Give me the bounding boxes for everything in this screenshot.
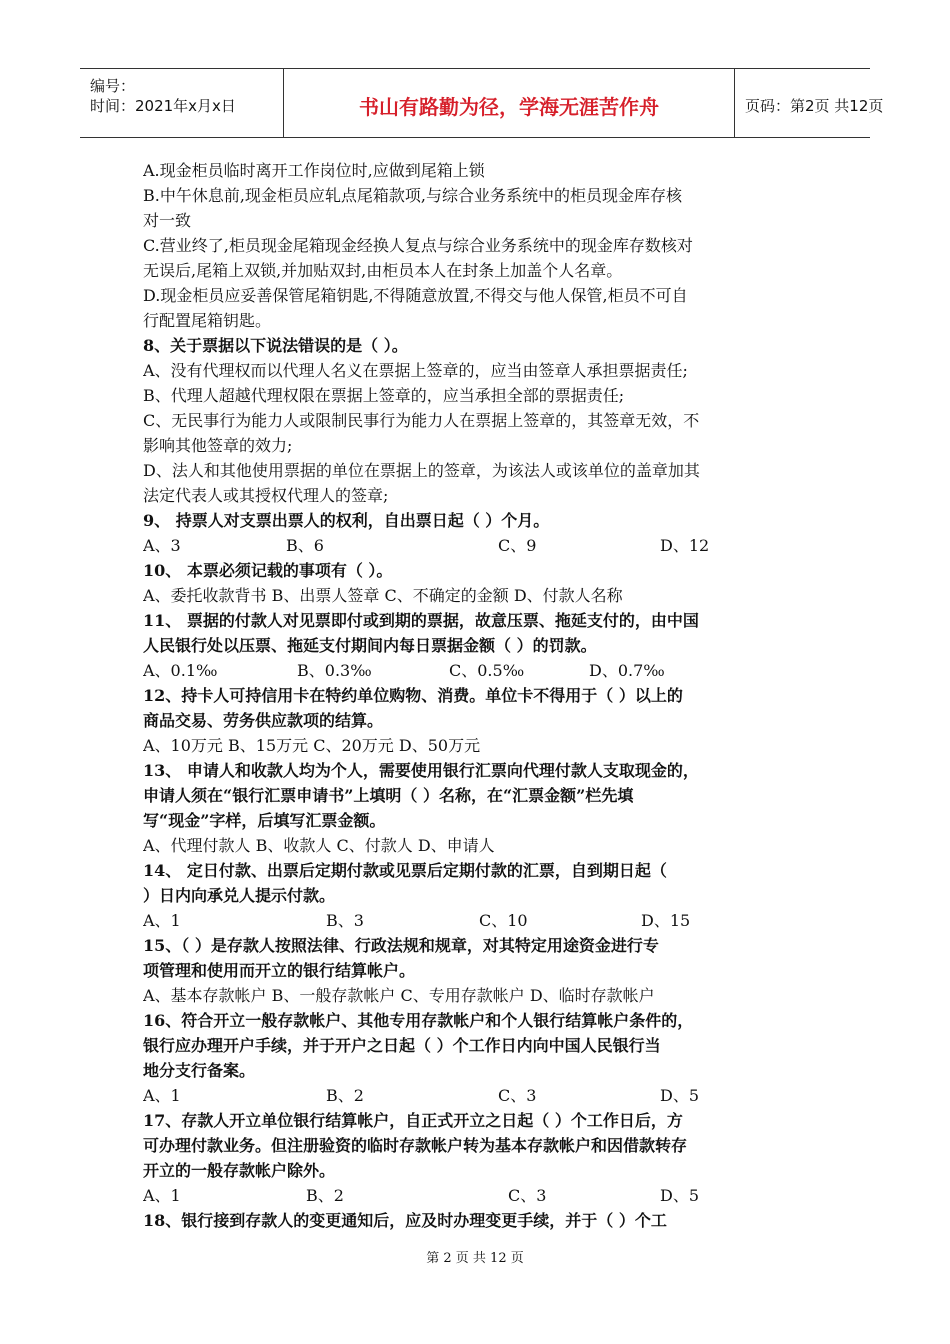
text-line: 无误后,尾箱上双锁,并加贴双封,由柜员本人在封条上加盖个人名章。 — [143, 261, 623, 280]
text-line: 行配置尾箱钥匙。 — [143, 311, 272, 330]
answer-options — [143, 658, 813, 683]
answer-options — [143, 1183, 813, 1208]
page-header — [80, 68, 884, 138]
question-content — [143, 158, 813, 1233]
text-line: C、无民事行为能力人或限制民事行为能力人在票据上签章的，其签章无效，不 — [143, 411, 700, 430]
text-line: A、委托收款背书 B、出票人签章 C、不确定的金额 D、付款人名称 — [143, 586, 623, 605]
answer-option: A、0.1‰ — [143, 661, 218, 680]
question-line: 18、银行接到存款人的变更通知后，应及时办理变更手续，并于（ ）个工 — [143, 1211, 667, 1230]
answer-option: B、2 — [326, 1086, 364, 1105]
header-motto: 书山有路勤为径，学海无涯苦作舟 — [359, 95, 659, 119]
answer-option: D、0.7‰ — [589, 661, 665, 680]
answer-option: A、1 — [143, 1186, 181, 1205]
answer-option: D、5 — [660, 1186, 700, 1205]
text-line: 法定代表人或其授权代理人的签章; — [143, 486, 389, 505]
text-line: A、代理付款人 B、收款人 C、付款人 D、申请人 — [143, 836, 495, 855]
answer-option: C、0.5‰ — [449, 661, 525, 680]
question-line: 11、 票据的付款人对见票即付或到期的票据，故意压票、拖延支付的，由中国 — [143, 611, 699, 630]
question-line: 10、 本票必须记载的事项有（ ）。 — [143, 561, 393, 580]
header-meta-cell — [80, 69, 284, 137]
text-line: A、10万元 B、15万元 C、20万元 D、50万元 — [143, 736, 481, 755]
text-line: C.营业终了,柜员现金尾箱现金经换人复点与综合业务系统中的现金库存数核对 — [143, 236, 693, 255]
question-line: 14、 定日付款、出票后定期付款或见票后定期付款的汇票，自到期日起（ — [143, 861, 667, 880]
text-line: 对一致 — [143, 211, 192, 230]
answer-option: B、0.3‰ — [297, 661, 372, 680]
answer-option: C、3 — [498, 1086, 537, 1105]
question-line: 项管理和使用而开立的银行结算帐户。 — [143, 961, 416, 980]
answer-options — [143, 533, 813, 558]
question-line: 地分支行备案。 — [143, 1061, 256, 1080]
answer-option: A、1 — [143, 911, 181, 930]
text-line: D.现金柜员应妥善保管尾箱钥匙,不得随意放置,不得交与他人保管,柜员不可自 — [143, 286, 688, 305]
text-line: 影响其他签章的效力; — [143, 436, 293, 455]
answer-option: B、3 — [326, 911, 364, 930]
answer-option: B、2 — [306, 1186, 344, 1205]
header-motto-cell — [284, 69, 735, 137]
document-date: 时间：2021年x月x日 — [90, 97, 236, 115]
question-line: 写“现金”字样，后填写汇票金额。 — [143, 811, 386, 830]
page-footer: 第 2 页 共 12 页 — [426, 1251, 524, 1266]
answer-option: C、3 — [508, 1186, 547, 1205]
answer-option: D、15 — [641, 911, 691, 930]
text-line: B.中午休息前,现金柜员应轧点尾箱款项,与综合业务系统中的柜员现金库存核 — [143, 186, 683, 205]
answer-option: A、3 — [143, 536, 181, 555]
question-line: 商品交易、劳务供应款项的结算。 — [143, 711, 384, 730]
answer-option: D、12 — [660, 536, 710, 555]
answer-options — [143, 908, 813, 933]
question-line: 人民银行处以压票、拖延支付期间内每日票据金额（ ）的罚款。 — [143, 636, 597, 655]
header-page-info: 页码：第2页 共12页 — [745, 97, 884, 115]
answer-option: C、10 — [479, 911, 528, 930]
question-line: 银行应办理开户手续，并于开户之日起（ ）个工作日内向中国人民银行当 — [143, 1036, 661, 1055]
question-line: ）日内向承兑人提示付款。 — [143, 886, 336, 905]
question-line: 8、关于票据以下说法错误的是（ ）。 — [143, 336, 408, 355]
text-line: A、基本存款帐户 B、一般存款帐户 C、专用存款帐户 D、临时存款帐户 — [143, 986, 655, 1005]
question-line: 15、（ ）是存款人按照法律、行政法规和规章，对其特定用途资金进行专 — [143, 936, 659, 955]
answer-option: C、9 — [498, 536, 537, 555]
question-line: 17、存款人开立单位银行结算帐户，自正式开立之日起（ ）个工作日后，方 — [143, 1111, 683, 1130]
question-line: 申请人须在“银行汇票申请书”上填明（ ）名称，在“汇票金额”栏先填 — [143, 786, 634, 805]
header-page-cell — [735, 69, 884, 137]
text-line: A.现金柜员临时离开工作岗位时,应做到尾箱上锁 — [143, 161, 485, 180]
text-line: A、没有代理权而以代理人名义在票据上签章的，应当由签章人承担票据责任; — [143, 361, 688, 380]
answer-option: A、1 — [143, 1086, 181, 1105]
answer-option: B、6 — [286, 536, 324, 555]
question-line: 12、持卡人可持信用卡在特约单位购物、消费。单位卡不得用于（ ）以上的 — [143, 686, 683, 705]
question-line: 16、符合开立一般存款帐户、其他专用存款帐户和个人银行结算帐户条件的， — [143, 1011, 694, 1030]
text-line: B、代理人超越代理权限在票据上签章的，应当承担全部的票据责任; — [143, 386, 625, 405]
text-line: D、法人和其他使用票据的单位在票据上的签章，为该法人或该单位的盖章加其 — [143, 461, 700, 480]
answer-options — [143, 1083, 813, 1108]
question-line: 13、 申请人和收款人均为个人，需要使用银行汇票向代理付款人支取现金的， — [143, 761, 699, 780]
question-line: 9、 持票人对支票出票人的权利，自出票日起（ ）个月。 — [143, 511, 550, 530]
answer-option: D、5 — [660, 1086, 700, 1105]
question-line: 可办理付款业务。但注册验资的临时存款帐户转为基本存款帐户和因借款转存 — [143, 1136, 688, 1155]
question-line: 开立的一般存款帐户除外。 — [143, 1161, 336, 1180]
document-number-label: 编号： — [90, 77, 136, 95]
